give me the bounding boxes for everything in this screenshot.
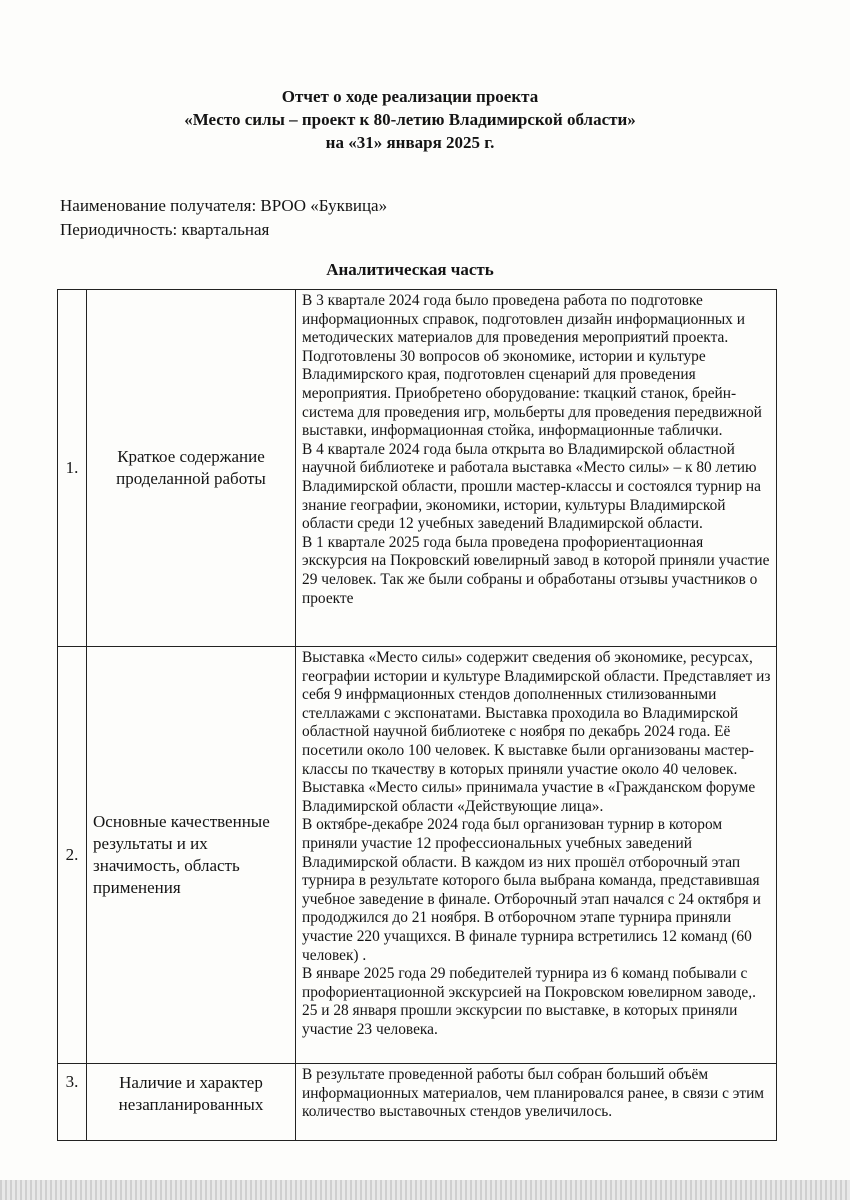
report-meta — [60, 194, 387, 242]
section-title: Аналитическая часть — [326, 260, 494, 279]
row-content — [296, 1064, 777, 1141]
row-paragraph: В результате проведенной работы был собран больший объём информационных материалов, чем планировался ранее, в связи с этим количество выставочных стендов увеличилось. — [302, 1066, 765, 1121]
row-content — [296, 290, 777, 647]
scan-edge — [0, 1180, 850, 1200]
report-title — [0, 85, 820, 154]
table-row — [58, 290, 777, 647]
row-content — [296, 647, 777, 1064]
row-paragraph: В январе 2025 года 29 победителей турнира из 6 команд побывали с профориентационной экскурсией на Покровском ювелирном заводе,. 25 и 28 января прошли экскурсии по выставке, в которых приняли участие 23 человека. — [302, 965, 756, 1038]
row-paragraph: В 4 квартале 2024 года была открыта во Владимирской областной научной библиотеке и работала выставка «Место силы» – к 80 летию Владимирской области, прошли мастер-классы и состоялся турнир на знание географии, экономики, истории, культуры Владимирской области среди 12 учебных заведений Владимирской области. — [302, 440, 761, 533]
row-label: Основные качественные результаты и их значимость, область применения — [87, 647, 296, 1064]
row-label: Краткое содержание проделанной работы — [87, 290, 296, 647]
table-row — [58, 1064, 777, 1141]
row-number: 2. — [58, 647, 87, 1064]
title-line-1: Отчет о ходе реализации проекта — [281, 87, 539, 106]
row-paragraph: Выставка «Место силы» содержит сведения об экономике, ресурсах, географии истории и культуре Владимирской области. Представляет из себя 9 инфрмационных стендов дополненных стилизованными стеллажами с экспонатами. Выставка проходила во Владимирской областной научной библиотеке с ноября по декабрь 2024 года. Её посетили около 100 человек. К выставке были организованы мастер-классы по ткачеству в которых приняли участие около 40 человек. — [302, 649, 771, 778]
table-row — [58, 647, 777, 1064]
row-number: 3. — [58, 1064, 87, 1141]
analytics-table — [57, 289, 777, 1141]
row-number: 1. — [58, 290, 87, 647]
row-paragraph: Выставка «Место силы» принимала участие в «Гражданском форуме Владимирской области «Действующие лица». — [302, 779, 756, 815]
row-paragraph: В октябре-декабре 2024 года был организован турнир в котором приняли участие 12 профессиональных учебных заведений Владимирской области. В каждом из них прошёл отборочный этап турнира в результате которого была выбрана команда, представившая учебное заведение в финале. Отборочный этап начался с 24 октября и прододжился до 21 ноября. В отборочном этапе турнира приняли участие 220 учащихся. В финале турнира встретились 12 команд (60 человек) . — [302, 816, 761, 964]
periodicity-line: Периодичность: квартальная — [60, 220, 270, 239]
recipient-line: Наименование получателя: ВРОО «Буквица» — [60, 196, 388, 215]
row-label: Наличие и характер незапланированных — [87, 1064, 296, 1141]
title-line-3: на «31» января 2025 г. — [325, 133, 495, 152]
row-paragraph: В 3 квартале 2024 года было проведена работа по подготовке информационных справок, подготовлен дизайн информационных и методических материалов для проведения мероприятий проекта. Подготовлены 30 вопросов об экономике, истории и культуре Владимирского края, подготовлен сценарий для проведения мероприятия. Приобретено оборудование: ткацкий станок, брейн-система для проведения игр, мольберты для проведения передвижной выставки, информационная стойка, информационные таблички. — [302, 292, 762, 440]
title-line-2: «Место силы – проект к 80-летию Владимирской области» — [184, 110, 636, 129]
row-paragraph: В 1 квартале 2025 года была проведена профориентационная экскурсия на Покровский ювелирный завод в которой приняли участие 29 человек. Так же были собраны и обработаны отзывы участников о проекте — [302, 533, 770, 607]
